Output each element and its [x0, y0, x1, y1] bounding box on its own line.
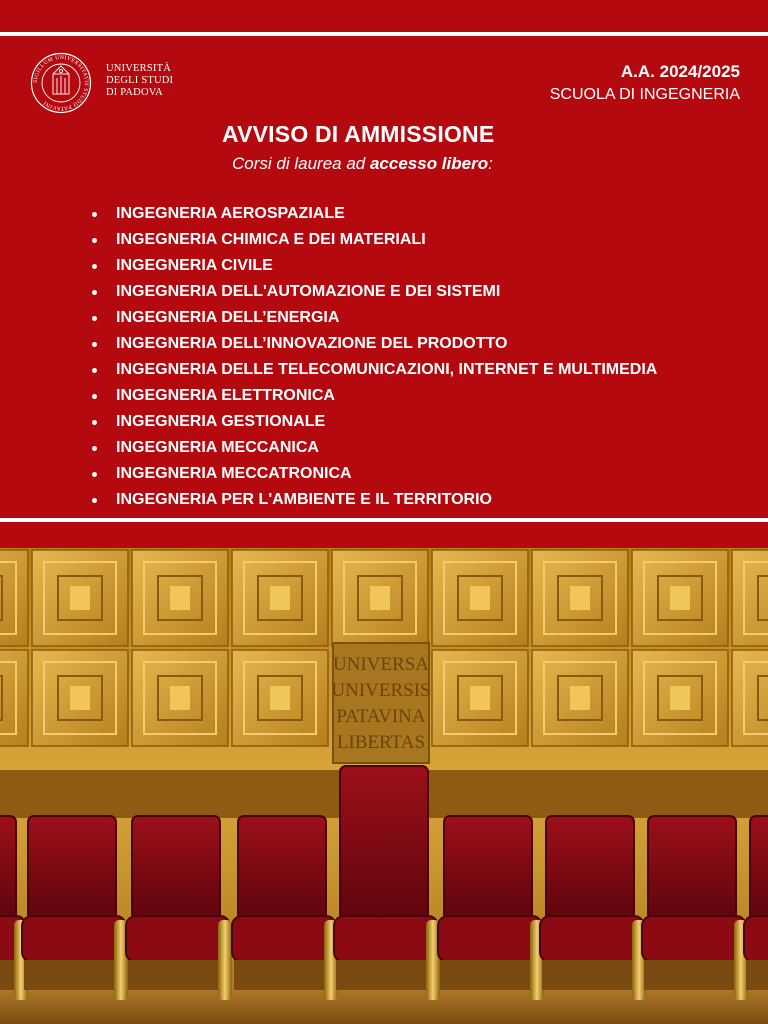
aula-magna-illustration [0, 548, 768, 1024]
subtitle-bold: accesso libero [369, 154, 489, 173]
wall-panel [432, 550, 528, 646]
wall-panel [732, 550, 768, 646]
wall-panel [532, 650, 628, 746]
wall-panel [232, 550, 328, 646]
school-name: SCUOLA DI INGEGNERIA [549, 86, 740, 103]
plaque-line-1: UNIVERSA [332, 654, 430, 675]
wall-panel [332, 550, 428, 646]
wall-panel [0, 550, 28, 646]
plaque-line-4: LIBERTAS [336, 732, 426, 753]
course-item: INGEGNERIA DELL'AUTOMAZIONE E DEI SISTEMI [88, 279, 657, 305]
seal-text: SIGILLUM UNIVERSITATIS STUDII PATAVINI [32, 54, 90, 112]
top-rule [0, 32, 768, 36]
course-item: INGEGNERIA DELL’ENERGIA [88, 305, 657, 331]
subtitle-suffix: : [488, 154, 493, 173]
academic-year: A.A. 2024/2025 [620, 62, 740, 81]
university-logo [30, 52, 180, 114]
course-item: INGEGNERIA DELL’INNOVAZIONE DEL PRODOTTO [88, 331, 657, 357]
course-list [88, 201, 657, 513]
chair [438, 816, 544, 1000]
wall-panel [132, 650, 228, 746]
university-line-2: DEGLI STUDI [106, 75, 174, 86]
course-item: INGEGNERIA MECCATRONICA [88, 461, 657, 487]
plaque-line-3: PATAVINA [336, 706, 426, 727]
wall-panel [32, 550, 128, 646]
course-item: INGEGNERIA MECCANICA [88, 435, 657, 461]
university-line-3: DI PADOVA [106, 87, 163, 98]
chair [540, 816, 646, 1000]
course-item: INGEGNERIA GESTIONALE [88, 409, 657, 435]
wall-panel [32, 650, 128, 746]
wall-panel [432, 650, 528, 746]
course-item: INGEGNERIA ELETTRONICA [88, 383, 657, 409]
university-seal-icon [30, 52, 92, 114]
wall-panel [0, 650, 28, 746]
wall-panel [132, 550, 228, 646]
chair [642, 816, 748, 1000]
chair [22, 816, 128, 1000]
university-name [106, 63, 173, 99]
wall-panel [632, 550, 728, 646]
wall-panel [632, 650, 728, 746]
subtitle-prefix: Corsi di laurea ad [232, 154, 370, 173]
course-item: INGEGNERIA CHIMICA E DEI MATERIALI [88, 227, 657, 253]
university-line-1: UNIVERSITÀ [106, 63, 171, 74]
course-item: INGEGNERIA DELLE TELECOMUNICAZIONI, INTERNET E MULTIMEDIA [88, 357, 657, 383]
wall-panel [232, 650, 328, 746]
motto-plaque [331, 643, 430, 763]
wall-panel [732, 650, 768, 746]
wall-panel [532, 550, 628, 646]
course-item: INGEGNERIA AEROSPAZIALE [88, 201, 657, 227]
course-item: INGEGNERIA CIVILE [88, 253, 657, 279]
plaque-line-2: UNIVERSIS [331, 680, 431, 701]
chair [334, 766, 440, 1000]
notice-subtitle [232, 154, 493, 174]
notice-title: AVVISO DI AMMISSIONE [222, 121, 495, 147]
chair [126, 816, 232, 1000]
aula-magna-photo [0, 548, 768, 1024]
bottom-rule [0, 518, 768, 522]
course-item: INGEGNERIA PER L'AMBIENTE E IL TERRITORIO [88, 487, 657, 513]
chair [232, 816, 338, 1000]
